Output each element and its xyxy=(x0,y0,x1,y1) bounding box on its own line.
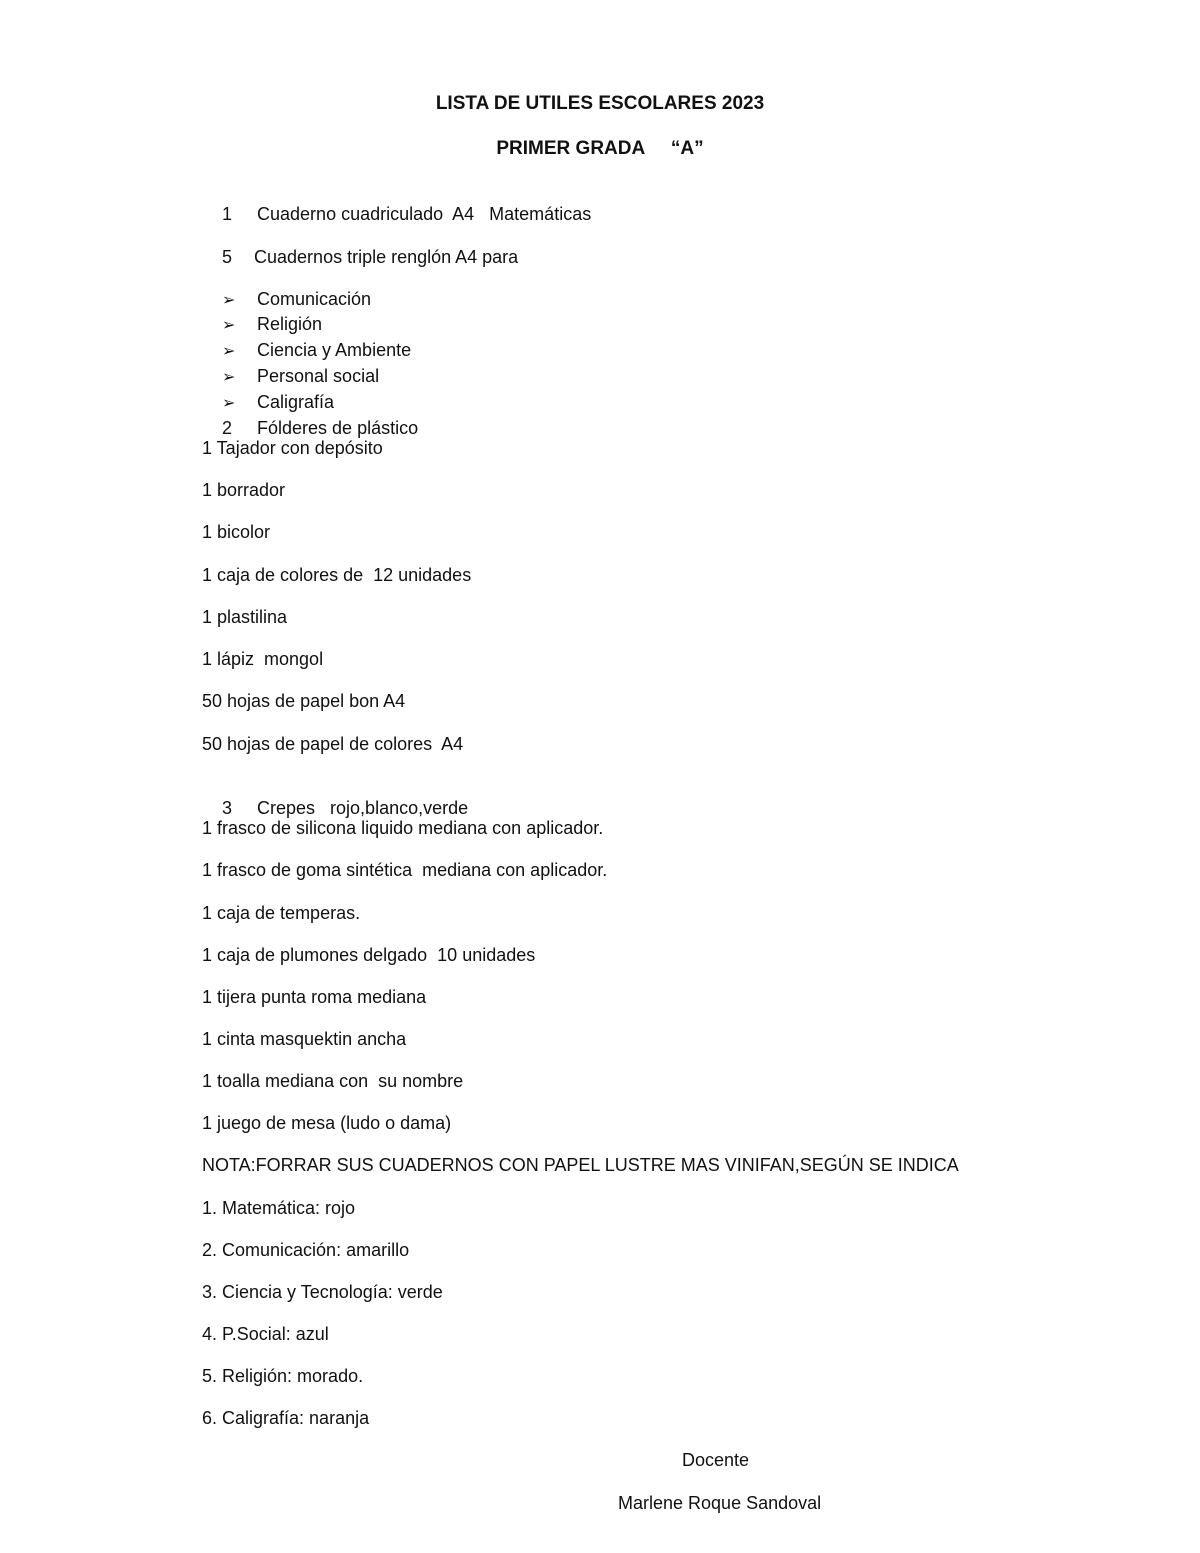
item-quantity: 3 xyxy=(222,798,233,818)
signature-role: Docente xyxy=(682,1450,750,1470)
list-item: 1 toalla mediana con su nombre xyxy=(202,1071,464,1091)
document-subtitle: PRIMER GRADA “A” xyxy=(496,138,704,159)
list-item: 1 bicolor xyxy=(202,522,271,542)
list-item: 1 caja de temperas. xyxy=(202,903,361,923)
list-item: 1 Tajador con depósito xyxy=(202,438,383,458)
color-rule-item: 2. Comunicación: amarillo xyxy=(202,1240,410,1260)
list-item: 1 borrador xyxy=(202,480,286,500)
item-text: Crepes rojo,blanco,verde xyxy=(257,798,469,818)
list-item: 1 caja de colores de 12 unidades xyxy=(202,565,472,585)
subject-label: Religión xyxy=(257,314,323,334)
list-item: 1 tijera punta roma mediana xyxy=(202,987,427,1007)
list-item: 1 frasco de goma sintética mediana con aplicador. xyxy=(202,860,608,880)
list-item: 1 plastilina xyxy=(202,607,288,627)
list-item: 1 juego de mesa (ludo o dama) xyxy=(202,1113,452,1133)
color-rule-item: 5. Religión: morado. xyxy=(202,1366,364,1386)
color-rule-item: 6. Caligrafía: naranja xyxy=(202,1408,370,1428)
arrow-bullet-icon: ➢ xyxy=(222,395,236,412)
signature-name: Marlene Roque Sandoval xyxy=(618,1493,822,1513)
subject-label: Personal social xyxy=(257,366,380,386)
list-item: 1 caja de plumones delgado 10 unidades xyxy=(202,945,536,965)
list-item: 1 lápiz mongol xyxy=(202,649,324,669)
list-item: 1 cinta masquektin ancha xyxy=(202,1029,407,1049)
document-title: LISTA DE UTILES ESCOLARES 2023 xyxy=(435,93,765,114)
arrow-bullet-icon: ➢ xyxy=(222,369,236,386)
list-item: 1 frasco de silicona liquido mediana con aplicador. xyxy=(202,818,604,838)
subject-label: Ciencia y Ambiente xyxy=(257,340,412,360)
item-quantity: 2 xyxy=(222,418,233,438)
item-quantity: 5 xyxy=(222,247,233,267)
arrow-bullet-icon: ➢ xyxy=(222,292,236,309)
item-text: Cuaderno cuadriculado A4 Matemáticas xyxy=(257,204,592,224)
subject-label: Caligrafía xyxy=(257,392,335,412)
arrow-bullet-icon: ➢ xyxy=(222,317,236,334)
item-text: Cuadernos triple renglón A4 para xyxy=(254,247,519,267)
note-text: NOTA:FORRAR SUS CUADERNOS CON PAPEL LUSTRE MAS VINIFAN,SEGÚN SE INDICA xyxy=(202,1155,959,1175)
color-rule-item: 4. P.Social: azul xyxy=(202,1324,329,1344)
color-rule-item: 3. Ciencia y Tecnología: verde xyxy=(202,1282,443,1302)
item-quantity: 1 xyxy=(222,204,233,224)
item-text: Fólderes de plástico xyxy=(257,418,419,438)
list-item: 50 hojas de papel de colores A4 xyxy=(202,734,464,754)
color-rule-item: 1. Matemática: rojo xyxy=(202,1198,356,1218)
arrow-bullet-icon: ➢ xyxy=(222,343,236,360)
list-item: 50 hojas de papel bon A4 xyxy=(202,691,406,711)
subject-label: Comunicación xyxy=(257,289,372,309)
